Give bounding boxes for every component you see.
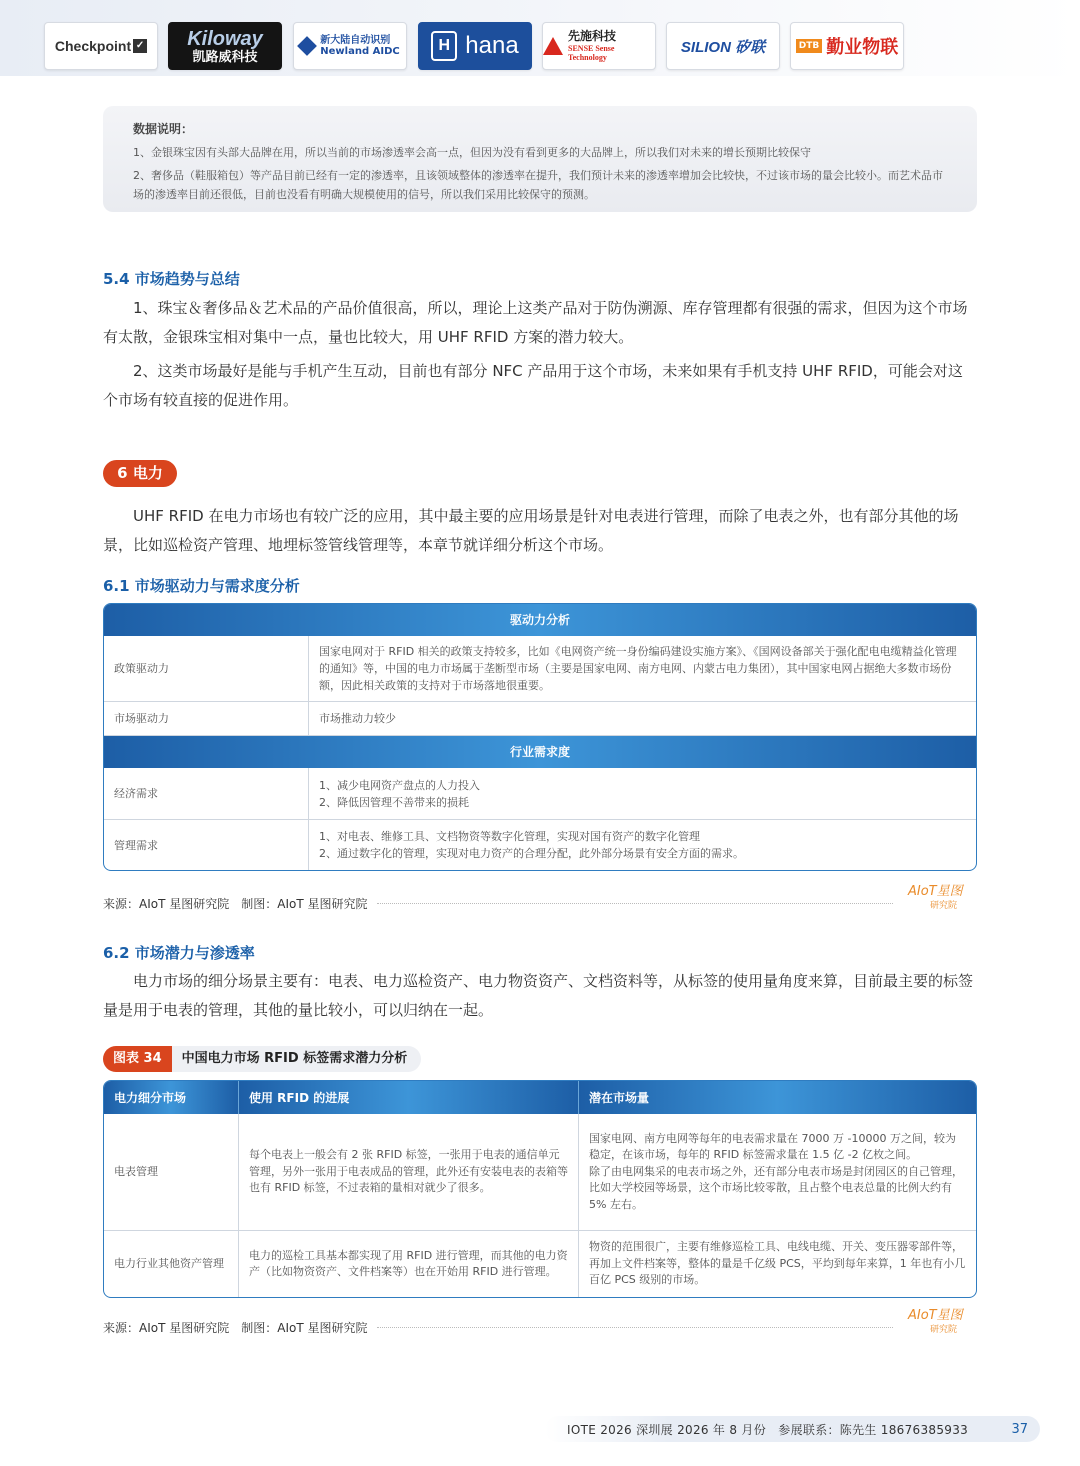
- aiot-watermark-sub: 研究院: [930, 901, 958, 911]
- table-row-label: 经济需求: [104, 768, 309, 820]
- paragraph: 电力市场的细分场景主要有：电表、电力巡检资产、电力物资资产、文档资料等，从标签的使用量角度来算，目前最主要的标签量是用于电表的管理，其他的量比较小，可以归纳在一起。: [103, 972, 974, 1019]
- table-row-label: 管理需求: [104, 820, 309, 870]
- newland-logo: [293, 22, 407, 70]
- table-cell: [309, 820, 976, 870]
- sense-triangle-icon: [543, 37, 563, 55]
- silion-logo-text: SILION 矽联: [680, 38, 766, 56]
- table-band-row: [104, 604, 976, 636]
- table-row-label: 电力行业其他资产管理: [104, 1231, 239, 1297]
- paragraph: UHF RFID 在电力市场也有较广泛的应用，其中最主要的应用场景是针对电表进行管理，而除了电表之外，也有部分其他的场景，比如巡检资产管理、地埋标签管线管理等，本章节就详细分析这个市场。: [103, 507, 959, 554]
- dotted-divider: [377, 903, 893, 904]
- footer-contact-text: IOTE 2026 深圳展 2026 年 8 月份 参展联系：陈先生 18676385933: [567, 1422, 969, 1437]
- table-row: [104, 820, 976, 870]
- data-note-title: 数据说明：: [133, 122, 194, 136]
- page-footer: [545, 1416, 1040, 1442]
- table-band-title: 驱动力分析: [104, 604, 976, 636]
- table-row: [104, 1114, 976, 1231]
- aiot-watermark-sub: 研究院: [930, 1325, 958, 1335]
- table-row-label: 市场驱动力: [104, 702, 309, 736]
- table-cell: 市场推动力较少: [309, 702, 976, 736]
- table-row: [104, 702, 976, 736]
- section-heading-5-4: 5.4 市场趋势与总结: [103, 270, 240, 288]
- figure-label: [103, 1046, 421, 1072]
- table-cell: 国家电网对于 RFID 相关的政策支持较多，比如《电网资产统一身份编码建设实施方案》、《国网设备部关于强化配电电缆精益化管理的通知》等，中国的电力市场属于垄断型市场（主要是国家电网、南方电网、内蒙古电力集团），其中国家电网占据绝大多数市场份额，因此相关政策的支持对于市场落地很重要。: [309, 636, 976, 702]
- sense-logo-cn: 先施科技: [568, 29, 617, 44]
- data-note-item: 2、奢侈品（鞋服箱包）等产品目前已经有一定的渗透率，且该领域整体的渗透率在提升，我们预计未来的渗透率增加会比较快，不过该市场的量会比较小。而艺术品市场的渗透率目前还很低，目前也没看有明确大规模使用的信号，所以我们采用比较保守的预测。: [133, 169, 943, 201]
- table-cell-line: 1、减少电网资产盘点的人力投入: [319, 778, 480, 792]
- chapter-badge: 6 电力: [103, 460, 177, 487]
- checkpoint-logo: [44, 22, 158, 70]
- dtb-logo-cn: 勤业物联: [826, 37, 899, 58]
- aiot-watermark-text: AIoT星图: [908, 884, 963, 899]
- aiot-watermark-logo: [908, 885, 978, 919]
- data-note-item: 1、金银珠宝因有头部大品牌在用，所以当前的市场渗透率会高一点，但因为没有看到更多的大品牌上，所以我们对未来的增长预期比较保守: [133, 146, 811, 159]
- table-row-label: 政策驱动力: [104, 636, 309, 702]
- table-row-label: 电表管理: [104, 1114, 239, 1231]
- table-cell-line: 1、对电表、维修工具、文档物资等数字化管理，实现对国有资产的数字化管理: [319, 830, 700, 843]
- hana-logo: [418, 22, 532, 70]
- paragraph: 1、珠宝＆奢侈品＆艺术品的产品价值很高，所以，理论上这类产品对于防伪溯源、库存管理都有很强的需求，但因为这个市场有太散，金银珠宝相对集中一点，量也比较大，用 UHF RFID 方案的潜力较大。: [103, 299, 968, 346]
- table-cell-paragraph: 除了由电网集采的电表市场之外，还有部分电表市场是封闭园区的自己管理，比如大学校园等场景，这个市场比较零散，且占整个电表总量的比例大约有 5% 左右。: [589, 1164, 963, 1211]
- sense-logo-en: SENSE: [568, 43, 594, 53]
- checkpoint-mark-icon: ✓: [133, 39, 147, 53]
- silion-logo: [666, 22, 780, 70]
- source-text: 来源：AIoT 星图研究院 制图：AIoT 星图研究院: [103, 1321, 368, 1335]
- section-heading-6-1: 6.1 市场驱动力与需求度分析: [103, 577, 300, 595]
- page-number: 37: [1011, 1421, 1028, 1437]
- table-cell-paragraph: 国家电网、南方电网等每年的电表需求量在 7000 万 -10000 万之间，较为稳定，在该市场，每年的 RFID 标签需求量在 1.5 亿 -2 亿枚之间。: [589, 1131, 956, 1162]
- table-row: [104, 1231, 976, 1297]
- table-band-row: [104, 736, 976, 768]
- dotted-divider: [377, 1327, 893, 1328]
- table-header-row: [104, 1081, 976, 1114]
- table-header-cell: 电力细分市场: [104, 1081, 239, 1114]
- newland-logo-cn: 新大陆自动识别: [320, 34, 391, 46]
- table-source-line: [103, 895, 893, 912]
- table-cell: [309, 768, 976, 820]
- table-cell: [579, 1114, 976, 1231]
- figure-title: 中国电力市场 RFID 标签需求潜力分析: [172, 1046, 422, 1072]
- table-cell: 电力的巡检工具基本都实现了用 RFID 进行管理，而其他的电力资产（比如物资资产、文件档案等）也在开始用 RFID 进行管理。: [239, 1231, 579, 1297]
- sense-logo: [542, 22, 656, 70]
- aiot-watermark-text: AIoT星图: [908, 1308, 963, 1323]
- driver-demand-table: [103, 603, 977, 871]
- hana-logo-text: hana: [465, 32, 519, 59]
- data-note-box: [103, 106, 977, 212]
- newland-diamond-icon: [297, 36, 317, 56]
- dtb-logo: [790, 22, 904, 70]
- partner-logo-bar: [0, 0, 1080, 76]
- hana-mark-icon: H: [431, 31, 457, 61]
- table-source-line: [103, 1319, 893, 1336]
- kiloway-logo-cn: 凯路威科技: [192, 49, 258, 65]
- table-cell: 每个电表上一般会有 2 张 RFID 标签，一张用于电表的通信单元管理，另外一张用于电表成品的管理，此外还有安装电表的表箱等也有 RFID 标签，不过表箱的量相对就少了很多。: [239, 1114, 579, 1231]
- figure-number: 图表 34: [103, 1046, 172, 1072]
- table-cell: 物资的范围很广，主要有维修巡检工具、电线电缆、开关、变压器零部件等，再加上文件档案等，整体的量是千亿级 PCS，平均到每年来算，1 年也有小几百亿 PCS 级别的市场。: [589, 1240, 966, 1287]
- table-cell-line: 2、通过数字化的管理，实现对电力资产的合理分配，此外部分场景有安全方面的需求。: [319, 847, 744, 860]
- newland-logo-en: Newland AIDC: [320, 46, 400, 57]
- table-row: [104, 768, 976, 820]
- sense-logo-sub: Sense Technology: [568, 43, 615, 63]
- dtb-logo-box: DTB: [796, 39, 822, 53]
- table-row: [104, 636, 976, 702]
- table-header-cell: 使用 RFID 的进展: [239, 1081, 579, 1114]
- table-header-cell: 潜在市场量: [579, 1081, 976, 1114]
- section-heading-6-2: 6.2 市场潜力与渗透率: [103, 944, 255, 962]
- table-band-title: 行业需求度: [104, 736, 976, 768]
- rfid-potential-table: [103, 1080, 977, 1298]
- paragraph: 2、这类市场最好是能与手机产生互动，目前也有部分 NFC 产品用于这个市场，未来如果有手机支持 UHF RFID，可能会对这个市场有较直接的促进作用。: [103, 362, 963, 409]
- table-cell-line: 2、降低因管理不善带来的损耗: [319, 795, 469, 809]
- kiloway-logo-en: Kiloway: [187, 27, 263, 50]
- source-text: 来源：AIoT 星图研究院 制图：AIoT 星图研究院: [103, 897, 368, 911]
- checkpoint-logo-text: Checkpoint: [54, 38, 132, 54]
- kiloway-logo: [168, 22, 282, 70]
- aiot-watermark-logo: [908, 1309, 978, 1343]
